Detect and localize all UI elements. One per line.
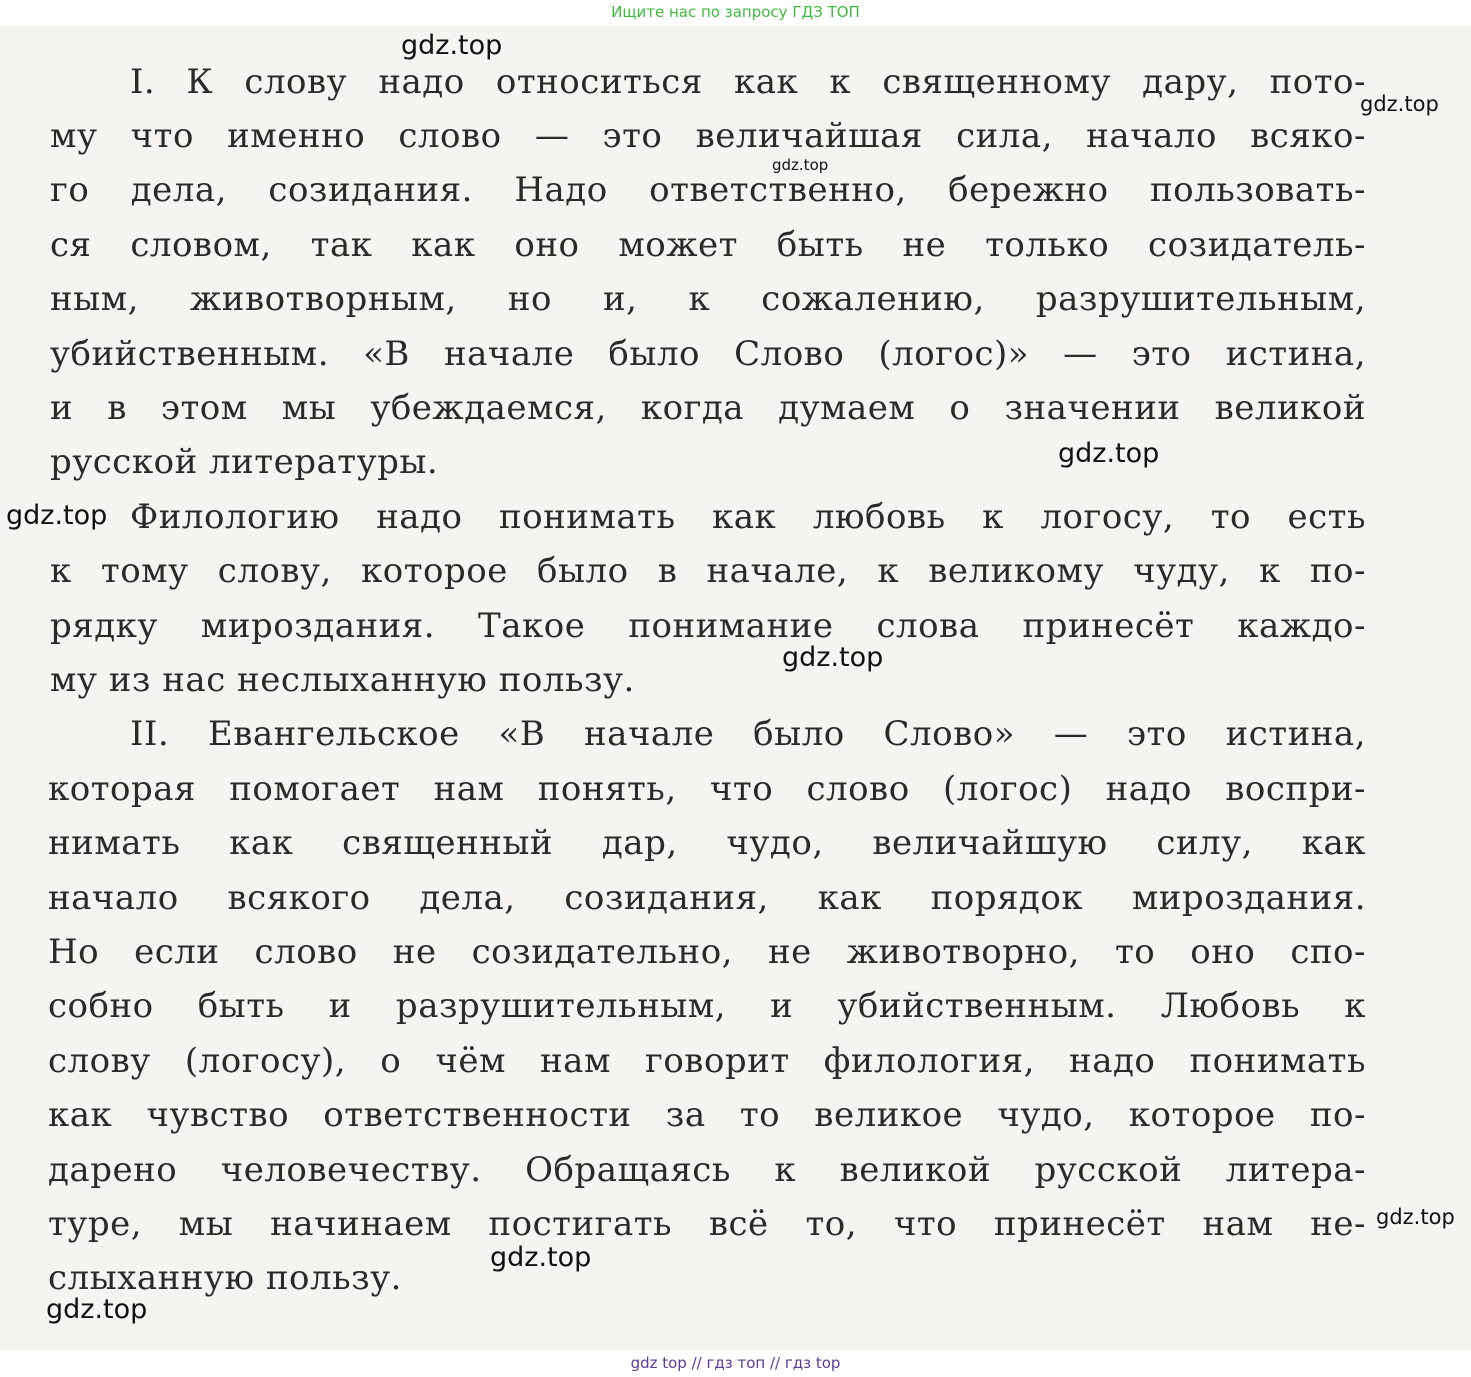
text-line: II. Евангельское «В начале было Слово» — это истина, [130,714,1366,754]
watermark: gdz.top [6,500,108,531]
watermark: gdz.top [782,642,884,673]
text-line: му из нас неслыханную пользу. [50,660,635,700]
watermark: gdz.top [1058,438,1160,469]
text-line: слову (логосу), о чём нам говорит филология, надо понимать [48,1041,1366,1081]
text-line: дарено человечеству. Обращаясь к великой русской литера- [48,1150,1366,1190]
watermark: gdz.top [401,30,503,61]
text-line: русской литературы. [50,442,439,482]
text-line: как чувство ответственности за то великое чудо, которое по- [48,1095,1366,1135]
text-line: го дела, созидания. Надо ответственно, бережно пользовать- [50,170,1366,210]
text-line: которая помогает нам понять, что слово (логос) надо воспри- [48,769,1366,809]
watermark: gdz.top [46,1294,148,1325]
watermark: gdz.top [1376,1205,1455,1229]
text-line: Но если слово не созидательно, не животворно, то оно спо- [48,932,1366,972]
watermark: gdz.top [1360,92,1439,116]
text-line: I. К слову надо относиться как к священному дару, пото- [130,62,1366,102]
text-line: собно быть и разрушительным, и убийственным. Любовь к [48,986,1366,1026]
text-line: му что именно слово — это величайшая сила, начало всяко- [50,116,1366,156]
watermark: gdz.top [772,156,829,174]
text-line: слыханную пользу. [48,1258,402,1298]
bottom-banner: gdz top // гдз топ // гдз top [630,1354,841,1372]
text-line: ся словом, так как оно может быть не только созидатель- [50,225,1366,265]
watermark: gdz.top [490,1242,592,1273]
text-line: начало всякого дела, созидания, как порядок мироздания. [48,878,1366,918]
text-line: Филологию надо понимать как любовь к логосу, то есть [130,497,1366,537]
text-line: убийственным. «В начале было Слово (логос)» — это истина, [50,334,1366,374]
top-banner: Ищите нас по запросу ГДЗ ТОП [611,3,860,21]
text-line: ным, животворным, но и, к сожалению, разрушительным, [50,279,1366,319]
textbook-page [0,26,1471,1350]
text-block [0,26,1471,1350]
text-line: рядку мироздания. Такое понимание слова принесёт каждо- [50,606,1366,646]
text-line: к тому слову, которое было в начале, к великому чуду, к по- [50,551,1366,591]
text-line: нимать как священный дар, чудо, величайшую силу, как [48,823,1366,863]
text-line: и в этом мы убеждаемся, когда думаем о значении великой [50,388,1366,428]
text-line: туре, мы начинаем постигать всё то, что принесёт нам не- [48,1204,1366,1244]
